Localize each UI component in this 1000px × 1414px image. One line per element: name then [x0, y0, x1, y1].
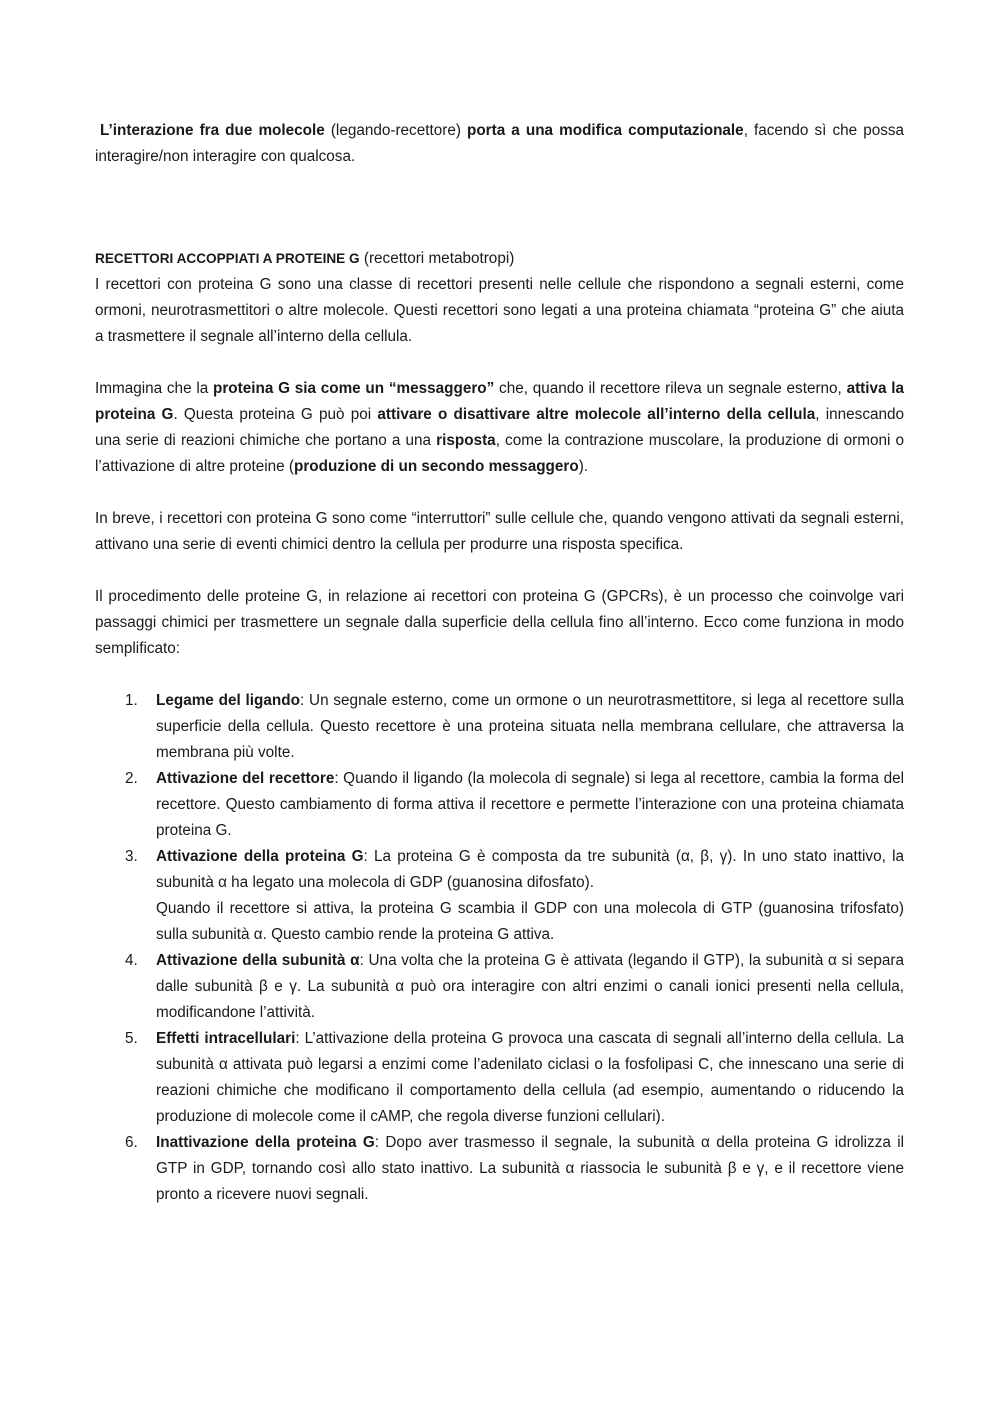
p2-bold-1: proteina G sia come un “messaggero”: [212, 380, 495, 397]
step-text: : L’attivazione della proteina G provoca una cascata di segnali all’interno della cellula. La subunità α attivata può legarsi a enzimi come l’adenilato ciclasi o la fosfolipasi C, che innescano una serie di reazioni chimiche che modificano il comportamento della cellula (ad esempio, aumentando o riducendo la produzione di molecole come il cAMP, che regola diverse funzioni cellulari).: [156, 1030, 904, 1125]
p2-text-2: che, quando il recettore rileva un segnale esterno,: [494, 380, 847, 397]
section-title: RECETTORI ACCOPPIATI A PROTEINE G: [95, 251, 360, 266]
p2-bold-5: produzione di un secondo messaggero: [293, 458, 579, 475]
step-text: : La proteina G è composta da tre subunità (α, β, γ). In uno stato inattivo, la subunità α ha legato una molecola di GDP (guanosina difosfato).: [156, 848, 904, 891]
step-title: Attivazione del recettore: [156, 770, 335, 787]
step-text: : Dopo aver trasmesso il segnale, la subunità α della proteina G idrolizza il GTP in GDP, tornando così allo stato inattivo. La subunità α riassocia le subunità β e γ, e il recettore viene pronto a ricevere nuovi segnali.: [156, 1134, 904, 1203]
step-title: Legame del ligando: [156, 692, 300, 709]
list-number: 2.: [125, 770, 138, 787]
intro-bold-1: L’interazione fra due molecole: [100, 122, 325, 139]
p2-text-6: ).: [578, 458, 589, 475]
list-item: [95, 766, 904, 844]
step-title: Attivazione della proteina G: [156, 848, 364, 865]
list-item: [95, 1026, 904, 1130]
section-heading: [95, 246, 904, 272]
step-title: Effetti intracellulari: [156, 1030, 296, 1047]
p2-bold-4: risposta: [436, 432, 496, 449]
step-text: : Un segnale esterno, come un ormone o un neurotrasmettitore, si lega al recettore sulla superficie della cellula. Questo recettore è una proteina situata nella membrana cellulare, che attraversa la membrana più volte.: [156, 692, 904, 761]
list-item: [95, 688, 904, 766]
list-number: 5.: [125, 1030, 138, 1047]
p2-text-3: . Questa proteina G può poi: [173, 406, 378, 423]
p2-bold-3: attivare o disattivare altre molecole all’interno della cellula: [377, 406, 816, 423]
document-page: [95, 118, 904, 1208]
list-item: [95, 948, 904, 1026]
list-number: 3.: [125, 848, 138, 865]
step-title: Attivazione della subunità α: [156, 952, 360, 969]
intro-bold-2: porta a una modifica computazionale: [466, 122, 744, 139]
list-number: 1.: [125, 692, 138, 709]
steps-list: [95, 688, 904, 1208]
section-subtitle: (recettori metabotropi): [359, 250, 515, 267]
p2-text-1: Immagina che la: [95, 380, 213, 397]
intro-paragraph: [95, 118, 904, 170]
p2-text-4: , innescando una serie di reazioni chimiche che portano a una: [95, 406, 904, 449]
p2-bold-2: attiva la proteina G: [95, 380, 905, 423]
paragraph-messenger: [95, 376, 904, 480]
list-item: [95, 844, 904, 948]
list-number: 6.: [125, 1134, 138, 1151]
p2-text-5: , come la contrazione muscolare, la produzione di ormoni o l’attivazione di altre proteine (: [95, 432, 904, 475]
paragraph-gpcr-definition: I recettori con proteina G sono una classe di recettori presenti nelle cellule che rispondono a segnali esterni, come ormoni, neurotrasmettitori o altre molecole. Questi recettori sono legati a una proteina chiamata “proteina G” che aiuta a trasmettere il segnale all’interno della cellula.: [95, 276, 904, 345]
step-text-continued: Quando il recettore si attiva, la proteina G scambia il GDP con una molecola di GTP (guanosina trifosfato) sulla subunità α. Questo cambio rende la proteina G attiva.: [156, 900, 904, 943]
intro-text-2: , facendo sì che possa interagire/non interagire con qualcosa.: [95, 122, 905, 165]
step-text: : Una volta che la proteina G è attivata (legando il GTP), la subunità α si separa dalle subunità β e γ. La subunità α può ora interagire con altri enzimi o canali ionici presenti nella cellula, modificandone l’attività.: [156, 952, 904, 1021]
step-title: Inattivazione della proteina G: [156, 1134, 375, 1151]
list-item: [95, 1130, 904, 1208]
step-text: : Quando il ligando (la molecola di segnale) si lega al recettore, cambia la forma del recettore. Questo cambiamento di forma attiva il recettore e permette l’interazione con una proteina chiamata proteina G.: [156, 770, 904, 839]
paragraph-procedure: Il procedimento delle proteine G, in relazione ai recettori con proteina G (GPCRs), è un processo che coinvolge vari passaggi chimici per trasmettere un segnale dalla superficie della cellula fino all’interno. Ecco come funziona in modo semplificato:: [95, 588, 904, 657]
paragraph-summary: In breve, i recettori con proteina G sono come “interruttori” sulle cellule che, quando vengono attivati da segnali esterni, attivano una serie di eventi chimici dentro la cellula per produrre una risposta specifica.: [95, 510, 904, 553]
list-number: 4.: [125, 952, 138, 969]
intro-text-1: (legando-recettore): [324, 122, 467, 139]
